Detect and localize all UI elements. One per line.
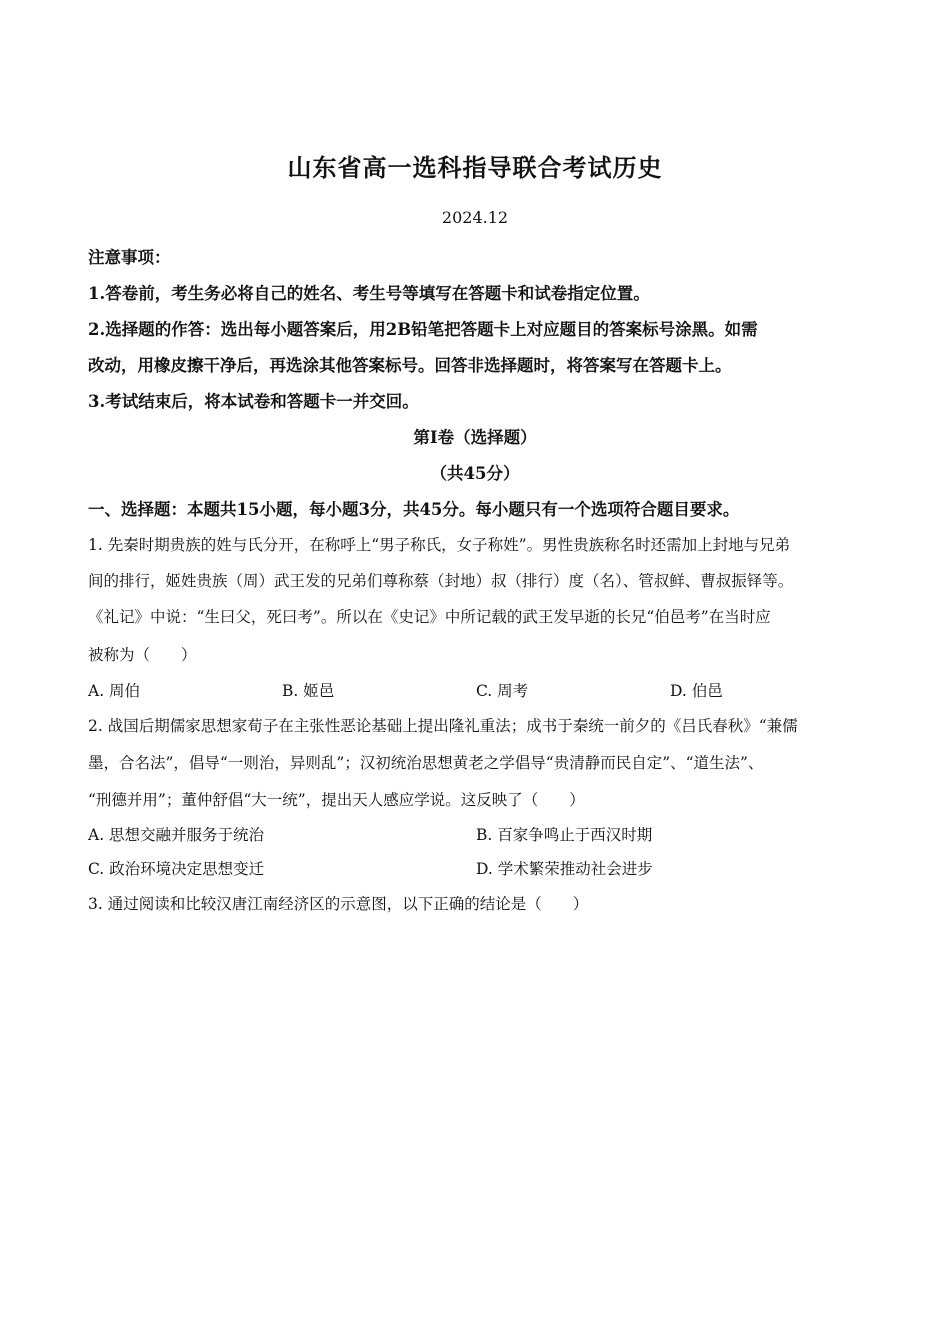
notice-line: 1.答卷前，考生务必将自己的姓名、考生号等填写在答题卡和试卷指定位置。 <box>88 284 650 303</box>
question-2-option-d[interactable]: D. 学术繁荣推动社会进步 <box>476 860 653 878</box>
question-2-option-c[interactable]: C. 政治环境决定思想变迁 <box>88 860 265 878</box>
notice-line: 改动，用橡皮擦干净后，再选涂其他答案标号。回答非选择题时，将答案写在答题卡上。 <box>88 356 732 375</box>
question-3-line: 3. 通过阅读和比较汉唐江南经济区的示意图，以下正确的结论是（ ） <box>88 895 589 913</box>
question-2-option-a[interactable]: A. 思想交融并服务于统治 <box>88 826 265 844</box>
question-1-line: 《礼记》中说：“生曰父，死曰考”。所以在《史记》中所记载的武王发早逝的长兄“伯邑考”在当时应 <box>88 608 771 626</box>
question-1-option-d[interactable]: D. 伯邑 <box>670 682 723 700</box>
exam-date: 2024.12 <box>441 208 509 227</box>
notice-line: 2.选择题的作答：选出每小题答案后，用2B铅笔把答题卡上对应题目的答案标号涂黑。如需 <box>88 320 758 339</box>
notice-line: 3.考试结束后，将本试卷和答题卡一并交回。 <box>88 392 419 411</box>
question-2-option-b[interactable]: B. 百家争鸣止于西汉时期 <box>476 826 653 844</box>
question-1-option-c[interactable]: C. 周考 <box>476 682 529 700</box>
question-1-option-a[interactable]: A. 周伯 <box>88 682 141 700</box>
question-2-line: 2. 战国后期儒家思想家荀子在主张性恶论基础上提出隆礼重法；成书于秦统一前夕的《吕氏春秋》“兼儒 <box>88 717 798 735</box>
exam-title: 山东省高一选科指导联合考试历史 <box>287 153 663 182</box>
question-2-line: “刑德并用”；董仲舒倡“大一统”，提出天人感应学说。这反映了（ ） <box>88 791 585 809</box>
question-2-line: 墨，合名法”，倡导“一则治，异则乱”；汉初统治思想黄老之学倡导“贵清静而民自定”、“道生法”、 <box>88 754 764 772</box>
question-1-option-b[interactable]: B. 姬邑 <box>282 682 335 700</box>
part-title: 第Ⅰ卷（选择题） <box>413 428 537 447</box>
section-heading: 一、选择题：本题共15小题，每小题3分，共45分。每小题只有一个选项符合题目要求。 <box>88 500 740 519</box>
notice-heading: 注意事项： <box>88 248 171 267</box>
question-1-line: 被称为（ ） <box>88 646 197 664</box>
question-1-line: 间的排行，姬姓贵族（周）武王发的兄弟们尊称蔡（封地）叔（排行）度（名）、管叔鲜、曹叔振铎等。 <box>88 572 794 590</box>
part-score: （共45分） <box>430 464 520 483</box>
question-1-line: 1. 先秦时期贵族的姓与氏分开，在称呼上“男子称氏，女子称姓”。男性贵族称名时还需加上封地与兄弟 <box>88 536 791 554</box>
